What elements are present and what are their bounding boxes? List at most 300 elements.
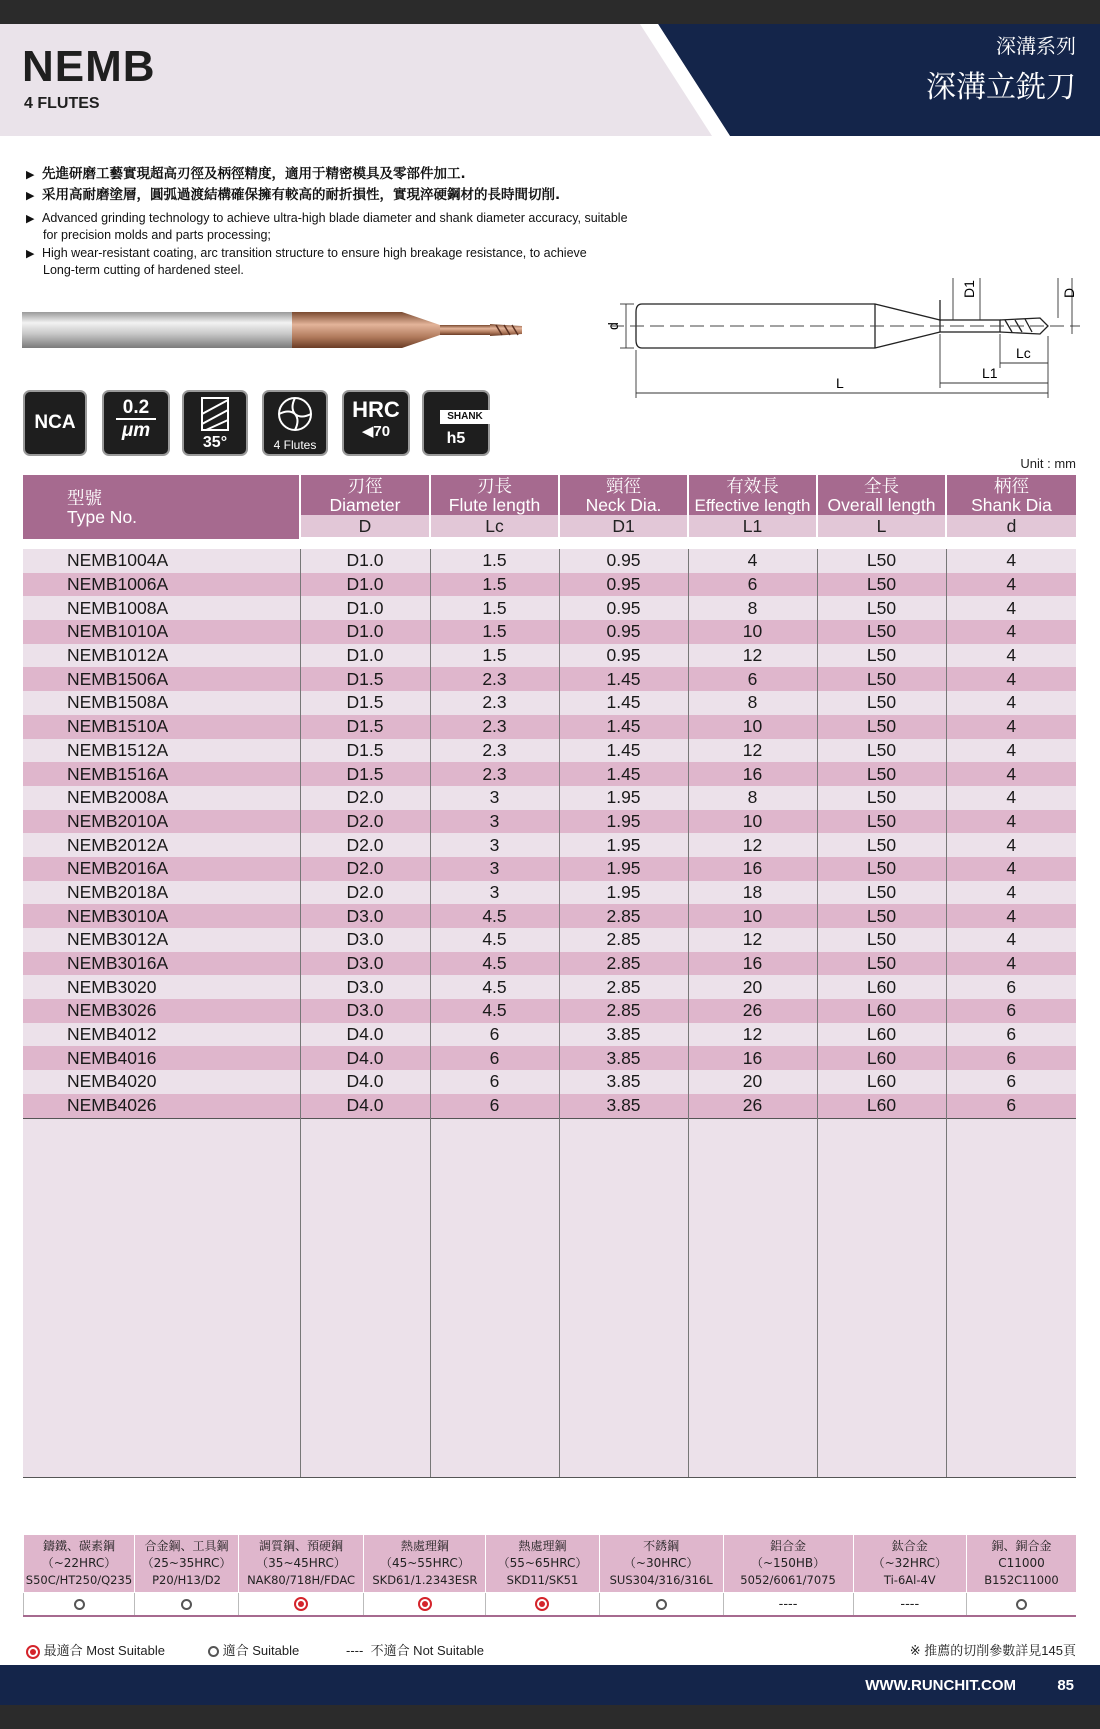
dim-d-label: d <box>605 322 621 330</box>
table-cell: D1.0 <box>300 596 430 620</box>
table-cell: 12 <box>688 644 817 668</box>
material-cell <box>853 1535 967 1593</box>
suitability-row <box>24 1593 1077 1617</box>
dimension-diagram <box>600 268 1090 408</box>
material-cell <box>486 1535 600 1593</box>
suitability-cell <box>723 1593 853 1617</box>
dim-Lc-label: Lc <box>1016 345 1031 361</box>
shank-label: SHANK <box>440 410 490 424</box>
table-cell: D4.0 <box>300 1094 430 1118</box>
dim-L-label: L <box>836 375 844 391</box>
material-grades: Ti-6Al-4V <box>883 1573 936 1587</box>
material-cell <box>723 1535 853 1593</box>
table-cell: 1.95 <box>559 833 688 857</box>
table-cell: NEMB4016 <box>23 1046 300 1070</box>
table-cell: NEMB1010A <box>23 620 300 644</box>
material-cell <box>135 1535 238 1593</box>
table-cell: 2.3 <box>430 667 559 691</box>
table-cell: NEMB1508A <box>23 691 300 715</box>
table-cell: L50 <box>817 928 946 952</box>
suitability-cell <box>853 1593 967 1617</box>
feature-en-2a-text: High wear-resistant coating, arc transition structure to ensure high breakage resistance, to achieve <box>42 246 587 260</box>
col-header-type: 型號 Type No. <box>23 475 300 539</box>
feature-en-2b-text: Long-term cutting of hardened steel. <box>43 263 244 277</box>
not-suitable-icon: ---- <box>900 1596 920 1612</box>
hrc-value: ◀70 <box>361 423 391 440</box>
symbol-d: d <box>946 515 1076 539</box>
material-hrc: C11000 <box>998 1556 1045 1570</box>
model-title: NEMB <box>22 42 156 91</box>
table-cell: 16 <box>688 1046 817 1070</box>
table-cell: 4 <box>946 667 1076 691</box>
feature-en-1a-text: Advanced grinding technology to achieve ultra-high blade diameter and shank diameter accuracy, suitable <box>42 211 628 225</box>
suitability-cell <box>967 1593 1076 1617</box>
table-cell: 1.5 <box>430 620 559 644</box>
table-cell: L50 <box>817 952 946 976</box>
table-cell: 6 <box>430 1094 559 1118</box>
table-row <box>23 691 1076 715</box>
table-cell: 4 <box>946 691 1076 715</box>
material-cell <box>364 1535 486 1593</box>
table-row <box>23 1094 1076 1118</box>
table-cell: L50 <box>817 857 946 881</box>
hrc-icon <box>342 390 410 456</box>
table-cell: D1.5 <box>300 739 430 763</box>
material-name: 熱處理鋼 <box>400 1539 449 1553</box>
material-cell <box>967 1535 1076 1593</box>
table-cell: L50 <box>817 691 946 715</box>
table-cell: NEMB2010A <box>23 810 300 834</box>
table-cell: 3.85 <box>559 1046 688 1070</box>
table-cell: 2.3 <box>430 691 559 715</box>
table-cell: 6 <box>946 1070 1076 1094</box>
symbol-D: D <box>300 515 430 539</box>
table-row <box>23 762 1076 786</box>
table-cell: 10 <box>688 810 817 834</box>
material-name: 鈦合金 <box>891 1539 928 1553</box>
table-cell: 4 <box>946 739 1076 763</box>
table-cell: 4.5 <box>430 975 559 999</box>
table-cell: 26 <box>688 1094 817 1118</box>
material-name: 調質鋼、預硬鋼 <box>259 1539 344 1553</box>
table-cell: 4 <box>946 620 1076 644</box>
material-name: 熱處理鋼 <box>518 1539 567 1553</box>
coating-label: NCA <box>34 412 76 433</box>
feature-zh-2 <box>26 187 560 204</box>
table-cell: L60 <box>817 1023 946 1047</box>
material-grades: SKD11/SK51 <box>506 1573 579 1587</box>
table-cell: 0.95 <box>559 549 688 573</box>
table-row <box>23 573 1076 597</box>
table-cell: L50 <box>817 715 946 739</box>
table-cell: 6 <box>688 573 817 597</box>
table-cell: L60 <box>817 1070 946 1094</box>
table-cell: 8 <box>688 786 817 810</box>
table-row <box>23 739 1076 763</box>
helix-angle-label: 35° <box>202 434 228 451</box>
table-cell: L50 <box>817 833 946 857</box>
table-cell: 2.85 <box>559 904 688 928</box>
table-cell: 3 <box>430 810 559 834</box>
table-cell: 6 <box>946 999 1076 1023</box>
table-row <box>23 786 1076 810</box>
table-cell: L50 <box>817 596 946 620</box>
table-cell: L50 <box>817 810 946 834</box>
table-cell: L50 <box>817 881 946 905</box>
table-cell: 0.95 <box>559 573 688 597</box>
table-cell: NEMB4012 <box>23 1023 300 1047</box>
symbol-L1: L1 <box>688 515 817 539</box>
top-bar <box>0 0 1100 24</box>
table-row <box>23 1046 1076 1070</box>
table-cell: 3.85 <box>559 1070 688 1094</box>
feature-zh-2-text: 采用高耐磨塗層，圓弧過渡結構確保擁有較高的耐折損性，實現淬硬鋼材的長時間切削. <box>42 187 561 203</box>
table-cell: 0.95 <box>559 596 688 620</box>
table-cell: NEMB2008A <box>23 786 300 810</box>
table-cell: 1.45 <box>559 691 688 715</box>
arrow-icon: ▶ <box>26 189 35 202</box>
table-cell: 1.45 <box>559 762 688 786</box>
table-cell: 4 <box>946 786 1076 810</box>
table-cell: NEMB1004A <box>23 549 300 573</box>
material-hrc: （~22HRC） <box>41 1556 117 1570</box>
series-title: 深溝立銑刀 <box>926 70 1076 105</box>
table-cell: 12 <box>688 928 817 952</box>
arrow-icon: ▶ <box>26 168 35 181</box>
material-name: 銅、銅合金 <box>991 1539 1052 1553</box>
table-cell: D2.0 <box>300 857 430 881</box>
table-cell: NEMB2018A <box>23 881 300 905</box>
material-grades: 5052/6061/7075 <box>740 1573 836 1587</box>
table-cell: 20 <box>688 1070 817 1094</box>
suitability-cell <box>599 1593 723 1617</box>
table-cell: 1.5 <box>430 644 559 668</box>
table-cell: 4.5 <box>430 928 559 952</box>
material-grades: S50C/HT250/Q235 <box>25 1573 133 1587</box>
legend-suitable: 適合 Suitable <box>208 1640 299 1659</box>
material-name: 合金鋼、工具鋼 <box>144 1539 229 1553</box>
table-cell: D1.0 <box>300 644 430 668</box>
four-flutes-icon <box>264 394 326 434</box>
table-cell: D1.0 <box>300 573 430 597</box>
arrow-icon: ▶ <box>26 213 35 225</box>
table-cell: NEMB2012A <box>23 833 300 857</box>
table-cell: 6 <box>946 975 1076 999</box>
table-row <box>23 715 1076 739</box>
symbol-L: L <box>817 515 946 539</box>
website-url[interactable]: WWW.RUNCHIT.COM <box>865 1677 1016 1694</box>
suitability-cell <box>238 1593 364 1617</box>
table-cell: L50 <box>817 739 946 763</box>
table-cell: 2.85 <box>559 928 688 952</box>
material-hrc: （~32HRC） <box>872 1556 948 1570</box>
table-cell: 1.45 <box>559 739 688 763</box>
table-cell: NEMB1012A <box>23 644 300 668</box>
table-cell: L60 <box>817 1094 946 1118</box>
feature-zh-1 <box>26 166 466 183</box>
precision-value: 0.2 <box>122 397 150 418</box>
hrc-label: HRC <box>352 397 400 422</box>
unit-label: Unit : mm <box>1020 456 1076 471</box>
col-header-overall-length: 全長 Overall length <box>817 475 946 515</box>
table-cell: 3 <box>430 881 559 905</box>
table-cell: 1.5 <box>430 549 559 573</box>
suitable-icon <box>181 1599 192 1610</box>
table-cell: 8 <box>688 691 817 715</box>
table-cell: 16 <box>688 952 817 976</box>
flutes-icon <box>262 390 328 456</box>
material-hrc: （45~55HRC） <box>379 1556 470 1570</box>
table-cell: 4 <box>946 928 1076 952</box>
suitable-icon <box>74 1599 85 1610</box>
table-cell: NEMB3026 <box>23 999 300 1023</box>
table-cell: 2.3 <box>430 739 559 763</box>
table-cell: D1.0 <box>300 620 430 644</box>
table-cell: 1.95 <box>559 786 688 810</box>
table-cell: L50 <box>817 786 946 810</box>
coating-icon <box>23 390 87 456</box>
table-cell: 2.3 <box>430 762 559 786</box>
table-cell: 4 <box>946 715 1076 739</box>
table-cell: 4 <box>946 810 1076 834</box>
table-row <box>23 667 1076 691</box>
suitable-icon <box>208 1646 219 1657</box>
table-cell: L50 <box>817 904 946 928</box>
table-cell: 3 <box>430 857 559 881</box>
cutting-params-note: ※ 推薦的切削參數詳見145頁 <box>909 1643 1076 1658</box>
table-row <box>23 999 1076 1023</box>
table-cell: D1.5 <box>300 715 430 739</box>
feature-en-1b-text: for precision molds and parts processing; <box>43 228 271 242</box>
table-cell: 10 <box>688 715 817 739</box>
flutes-label: 4 Flutes <box>273 438 317 452</box>
helix-icon <box>184 394 246 434</box>
table-cell: D1.5 <box>300 691 430 715</box>
col-header-flute-length: 刃長 Flute length <box>430 475 559 515</box>
feature-zh-1-text: 先進研磨工藝實現超高刃徑及柄徑精度，適用于精密模具及零部件加工. <box>42 166 466 182</box>
symbol-Lc: Lc <box>430 515 559 539</box>
table-cell: 4.5 <box>430 904 559 928</box>
table-cell: 1.95 <box>559 857 688 881</box>
table-cell: 6 <box>946 1023 1076 1047</box>
table-row <box>23 596 1076 620</box>
table-cell: D3.0 <box>300 952 430 976</box>
legend-not-suitable: ---- 不適合 Not Suitable <box>346 1643 484 1658</box>
suitability-cell <box>486 1593 600 1617</box>
precision-icon <box>102 390 170 456</box>
table-cell: 3 <box>430 833 559 857</box>
table-row <box>23 975 1076 999</box>
table-cell: 6 <box>430 1023 559 1047</box>
material-hrc: （25~35HRC） <box>141 1556 232 1570</box>
table-row <box>23 904 1076 928</box>
table-cell: L60 <box>817 999 946 1023</box>
material-name: 鋁合金 <box>770 1539 807 1553</box>
table-cell: 1.45 <box>559 715 688 739</box>
material-hrc: （55~65HRC） <box>497 1556 588 1570</box>
helix-angle-icon <box>182 390 248 456</box>
table-cell: 4 <box>946 904 1076 928</box>
table-cell: 16 <box>688 857 817 881</box>
table-cell: NEMB3020 <box>23 975 300 999</box>
table-cell: 12 <box>688 1023 817 1047</box>
table-row <box>23 928 1076 952</box>
table-cell: 16 <box>688 762 817 786</box>
table-cell: 4.5 <box>430 999 559 1023</box>
table-cell: NEMB1506A <box>23 667 300 691</box>
table-cell: 0.95 <box>559 620 688 644</box>
table-cell: 4 <box>946 644 1076 668</box>
table-cell: 4 <box>946 762 1076 786</box>
dim-D-label: D <box>1061 287 1077 298</box>
table-cell: D3.0 <box>300 928 430 952</box>
table-cell: NEMB2016A <box>23 857 300 881</box>
table-cell: D4.0 <box>300 1046 430 1070</box>
suitability-cell <box>24 1593 135 1617</box>
table-cell: NEMB3010A <box>23 904 300 928</box>
table-cell: 4 <box>946 549 1076 573</box>
feature-en-2 <box>26 245 587 278</box>
bottom-bar <box>0 1705 1100 1729</box>
table-cell: 4 <box>946 833 1076 857</box>
table-cell: D1.0 <box>300 549 430 573</box>
table-cell: 4 <box>946 952 1076 976</box>
table-cell: 1.95 <box>559 810 688 834</box>
table-row <box>23 857 1076 881</box>
precision-unit: μm <box>121 420 151 441</box>
suitable-icon <box>1016 1599 1027 1610</box>
material-cell <box>599 1535 723 1593</box>
table-row <box>23 881 1076 905</box>
table-cell: 6 <box>946 1046 1076 1070</box>
material-row <box>24 1535 1077 1593</box>
material-hrc: （35~45HRC） <box>256 1556 346 1570</box>
table-cell: 4 <box>946 881 1076 905</box>
most-suitable-icon <box>294 1597 308 1611</box>
suitability-cell <box>135 1593 238 1617</box>
table-cell: NEMB1516A <box>23 762 300 786</box>
most-suitable-icon <box>26 1645 40 1659</box>
legend-most-suitable: 最適合 Most Suitable <box>26 1640 165 1659</box>
table-cell: D4.0 <box>300 1070 430 1094</box>
table-cell: 4.5 <box>430 952 559 976</box>
table-cell: D2.0 <box>300 810 430 834</box>
table-cell: D2.0 <box>300 833 430 857</box>
material-grades: P20/H13/D2 <box>152 1573 221 1587</box>
table-cell: 6 <box>946 1094 1076 1118</box>
table-row <box>23 620 1076 644</box>
table-cell: L50 <box>817 620 946 644</box>
table-cell: D3.0 <box>300 999 430 1023</box>
spec-table <box>23 475 1076 1478</box>
material-name: 鑄鐵、碳素鋼 <box>42 1539 115 1553</box>
most-suitable-icon <box>535 1597 549 1611</box>
table-row <box>23 644 1076 668</box>
material-grades: SKD61/1.2343ESR <box>372 1573 478 1587</box>
table-cell: NEMB4026 <box>23 1094 300 1118</box>
suitable-icon <box>656 1599 667 1610</box>
col-header-neck-dia: 頸徑 Neck Dia. <box>559 475 688 515</box>
table-cell: L50 <box>817 667 946 691</box>
shank-tolerance: h5 <box>446 430 466 447</box>
table-cell: 10 <box>688 620 817 644</box>
table-cell: NEMB1006A <box>23 573 300 597</box>
table-cell: 1.5 <box>430 573 559 597</box>
col-header-effective-length: 有效長 Effective length <box>688 475 817 515</box>
feature-en-1 <box>26 210 628 243</box>
table-row <box>23 1070 1076 1094</box>
suitability-cell <box>364 1593 486 1617</box>
table-cell: D3.0 <box>300 975 430 999</box>
material-cell <box>24 1535 135 1593</box>
table-cell: L60 <box>817 975 946 999</box>
table-cell: NEMB1008A <box>23 596 300 620</box>
dim-D1-label: D1 <box>961 280 977 298</box>
table-row <box>23 810 1076 834</box>
most-suitable-icon <box>418 1597 432 1611</box>
table-cell: 1.45 <box>559 667 688 691</box>
material-name: 不銹鋼 <box>643 1539 680 1553</box>
table-cell: D2.0 <box>300 881 430 905</box>
end-mill-photo <box>20 300 530 360</box>
table-cell: 20 <box>688 975 817 999</box>
table-cell: 1.95 <box>559 881 688 905</box>
table-cell: D4.0 <box>300 1023 430 1047</box>
table-cell: 26 <box>688 999 817 1023</box>
table-cell: NEMB4020 <box>23 1070 300 1094</box>
table-cell: 6 <box>430 1046 559 1070</box>
table-cell: L50 <box>817 549 946 573</box>
table-cell: 2.85 <box>559 999 688 1023</box>
table-row <box>23 952 1076 976</box>
table-cell: 4 <box>688 549 817 573</box>
arrow-icon: ▶ <box>26 248 35 260</box>
material-hrc: （~30HRC） <box>623 1556 699 1570</box>
table-row <box>23 1023 1076 1047</box>
table-cell: 12 <box>688 739 817 763</box>
table-cell: L50 <box>817 573 946 597</box>
table-cell: 3 <box>430 786 559 810</box>
table-header-row <box>23 475 1076 515</box>
dim-L1-label: L1 <box>982 365 998 381</box>
symbol-D1: D1 <box>559 515 688 539</box>
material-grades: SUS304/316/316L <box>609 1573 713 1587</box>
table-cell: 18 <box>688 881 817 905</box>
table-cell: D3.0 <box>300 904 430 928</box>
table-cell: NEMB3012A <box>23 928 300 952</box>
table-cell: 3.85 <box>559 1023 688 1047</box>
table-cell: NEMB3016A <box>23 952 300 976</box>
col-header-shank-dia: 柄徑 Shank Dia <box>946 475 1076 515</box>
table-row <box>23 549 1076 573</box>
shank-tolerance-icon <box>422 390 490 456</box>
series-label: 深溝系列 <box>996 34 1076 58</box>
table-cell: 6 <box>430 1070 559 1094</box>
page-number: 85 <box>1057 1677 1074 1694</box>
flutes-subtitle: 4 FLUTES <box>24 95 100 112</box>
table-cell: L60 <box>817 1046 946 1070</box>
table-cell: NEMB1512A <box>23 739 300 763</box>
material-table <box>23 1535 1076 1617</box>
table-cell: 1.5 <box>430 596 559 620</box>
material-hrc: （~150HB） <box>750 1556 826 1570</box>
table-cell: NEMB1510A <box>23 715 300 739</box>
table-cell: L50 <box>817 762 946 786</box>
material-grades: NAK80/718H/FDAC <box>247 1573 356 1587</box>
table-empty-area <box>23 1118 1076 1477</box>
not-suitable-icon: ---- <box>346 1643 364 1658</box>
table-cell: 4 <box>946 573 1076 597</box>
